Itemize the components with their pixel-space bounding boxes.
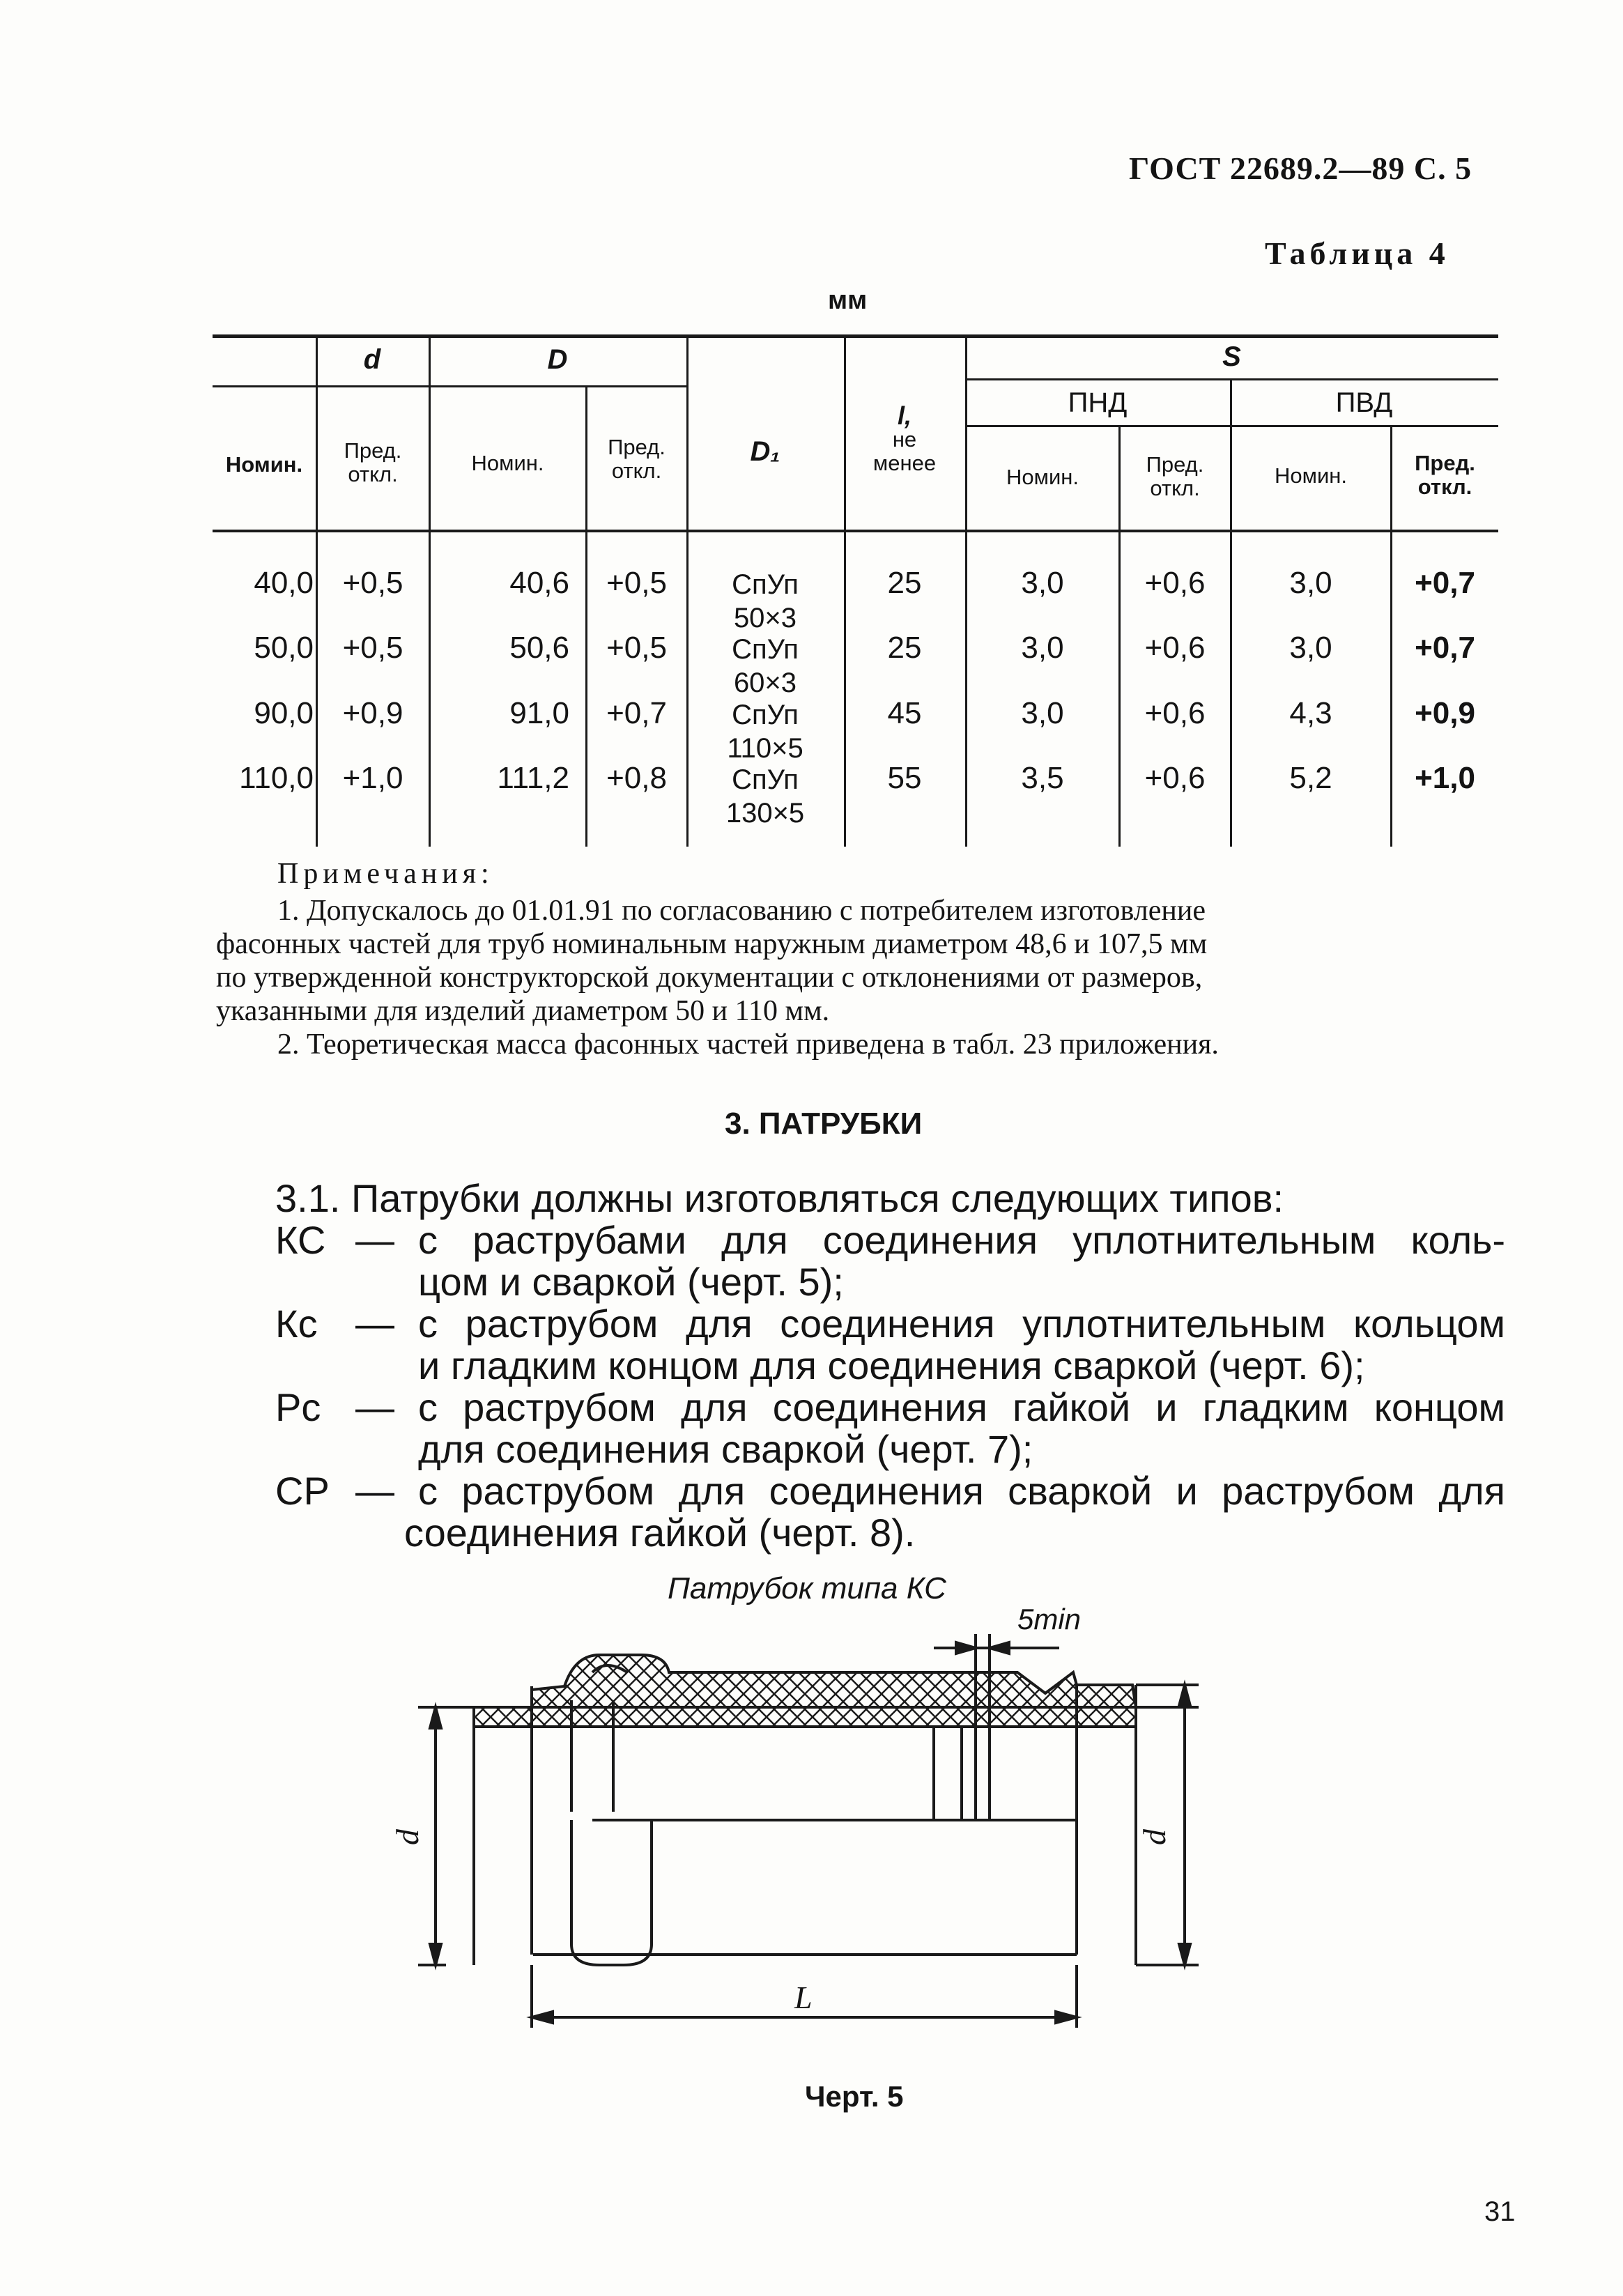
- d-pred-header: Пред. откл.: [344, 438, 402, 486]
- type-desc-line1: с раструбом для соединения гайкой и гладким концом: [418, 1385, 1505, 1429]
- cell-pvd-t: +0,7: [1415, 566, 1475, 600]
- section-title: 3. ПАТРУБКИ: [725, 1107, 923, 1141]
- type-code: Кс: [275, 1302, 318, 1346]
- note-2: 2. Теоретическая масса фасонных частей приведена в табл. 23 приложения.: [277, 1028, 1219, 1061]
- D-nomin-header: Номин.: [471, 451, 544, 475]
- cell-l: 45: [887, 696, 922, 730]
- cell-d: 40,0: [254, 566, 314, 600]
- cell-D-tol: +0,7: [606, 696, 667, 730]
- cell-pnd-t: +0,6: [1144, 761, 1206, 795]
- cell-l: 25: [887, 631, 922, 665]
- type-desc-line2: для соединения сваркой (черт. 7);: [418, 1427, 1033, 1471]
- cell-pnd-n: 3,0: [1021, 566, 1064, 600]
- col-d-header: d: [363, 344, 381, 375]
- table-units: мм: [828, 286, 868, 315]
- pnd-nomin-header: Номин.: [1006, 465, 1079, 489]
- cell-pvd-t: +0,9: [1415, 696, 1475, 730]
- cell-pvd-t: +1,0: [1415, 761, 1475, 795]
- page-number: 31: [1484, 2196, 1516, 2227]
- cell-pvd-n: 3,0: [1289, 631, 1332, 665]
- note-1: 1. Допускалось до 01.01.91 по согласованию с потребителем изготовление фасонных частей для труб номинальным наружным диаметром 48,6 и 107,5 мм по утвержденной конструкторской документации с отклонениями от размеров, указанными для изделий диаметром 50 и 110 мм.: [216, 895, 1208, 1027]
- gost-header: ГОСТ 22689.2—89 С. 5: [1129, 151, 1472, 186]
- cell-D-tol: +0,5: [606, 631, 667, 665]
- type-dash: —: [355, 1469, 394, 1513]
- cell-d-tol: +0,5: [342, 631, 403, 665]
- cell-pnd-n: 3,0: [1021, 696, 1064, 730]
- table-caption: Таблица 4: [1265, 236, 1449, 271]
- cell-d-tol: +0,9: [342, 696, 403, 730]
- pvd-nomin-header: Номин.: [1275, 463, 1347, 488]
- cell-pnd-t: +0,6: [1144, 566, 1206, 600]
- cell-pnd-n: 3,5: [1021, 761, 1064, 795]
- cell-pnd-n: 3,0: [1021, 631, 1064, 665]
- pvd-pred-header: Пред. откл.: [1415, 451, 1475, 499]
- cell-pvd-n: 5,2: [1289, 761, 1332, 795]
- type-desc-line1: с раструбом для соединения уплотнительным кольцом: [418, 1302, 1505, 1346]
- type-code: КС: [275, 1218, 326, 1262]
- cell-D1: СпУп 60×3: [732, 634, 799, 698]
- cell-d: 50,0: [254, 631, 314, 665]
- pnd-header: ПНД: [1068, 387, 1128, 418]
- cell-D-tol: +0,8: [606, 761, 667, 795]
- type-code: СР: [275, 1469, 330, 1513]
- D-pred-header: Пред. откл.: [608, 435, 666, 483]
- cell-d-tol: +0,5: [342, 566, 403, 600]
- cell-D1: СпУп 50×3: [732, 569, 799, 633]
- cell-D: 50,6: [509, 631, 569, 665]
- col-S-header: S: [1222, 341, 1241, 372]
- cell-pvd-n: 3,0: [1289, 566, 1332, 600]
- cell-pvd-t: +0,7: [1415, 631, 1475, 665]
- cell-D: 91,0: [509, 696, 569, 730]
- cell-d: 110,0: [239, 761, 314, 795]
- col-D1-header: D₁: [750, 436, 780, 467]
- col-l-header: l, не менее: [872, 401, 937, 475]
- cell-pnd-t: +0,6: [1144, 631, 1206, 665]
- cell-D: 111,2: [497, 761, 569, 795]
- dim-L: L: [794, 1980, 813, 2015]
- cell-D-tol: +0,5: [606, 566, 667, 600]
- type-desc-line1: с раструбом для соединения сваркой и раструбом для: [418, 1469, 1505, 1513]
- col-D-header: D: [547, 344, 568, 375]
- cell-pvd-n: 4,3: [1289, 696, 1332, 730]
- type-dash: —: [355, 1218, 394, 1262]
- pnd-pred-header: Пред. откл.: [1146, 452, 1204, 500]
- type-code: Рс: [275, 1385, 321, 1429]
- section-intro: 3.1. Патрубки должны изготовляться следующих типов:: [275, 1176, 1284, 1220]
- cell-D1: СпУп 130×5: [725, 764, 805, 829]
- cell-l: 55: [887, 761, 922, 795]
- cell-l: 25: [887, 566, 922, 600]
- cell-pnd-t: +0,6: [1144, 696, 1206, 730]
- dim-d-right: d: [1137, 1829, 1172, 1845]
- cell-D1: СпУп 110×5: [727, 700, 803, 764]
- type-desc-line2: цом и сваркой (черт. 5);: [418, 1260, 844, 1304]
- type-desc-line2: и гладким концом для соединения сваркой (черт. 6);: [418, 1343, 1365, 1387]
- cell-d-tol: +1,0: [342, 761, 403, 795]
- dim-d-left: d: [390, 1829, 425, 1845]
- type-dash: —: [355, 1385, 394, 1429]
- notes-title: Примечания:: [277, 858, 494, 890]
- cell-D: 40,6: [509, 566, 569, 600]
- figure-title: Патрубок типа КС: [668, 1571, 946, 1605]
- type-desc-line1: с раструбами для соединения уплотнительным коль-: [418, 1218, 1505, 1262]
- d-nomin-header: Номин.: [225, 452, 303, 477]
- dim-5min: 5min: [1017, 1603, 1082, 1635]
- pvd-header: ПВД: [1335, 387, 1393, 418]
- cell-d: 90,0: [254, 696, 314, 730]
- type-desc-line2: соединения гайкой (черт. 8).: [404, 1511, 916, 1555]
- figure-caption: Черт. 5: [805, 2080, 904, 2113]
- type-dash: —: [355, 1302, 394, 1346]
